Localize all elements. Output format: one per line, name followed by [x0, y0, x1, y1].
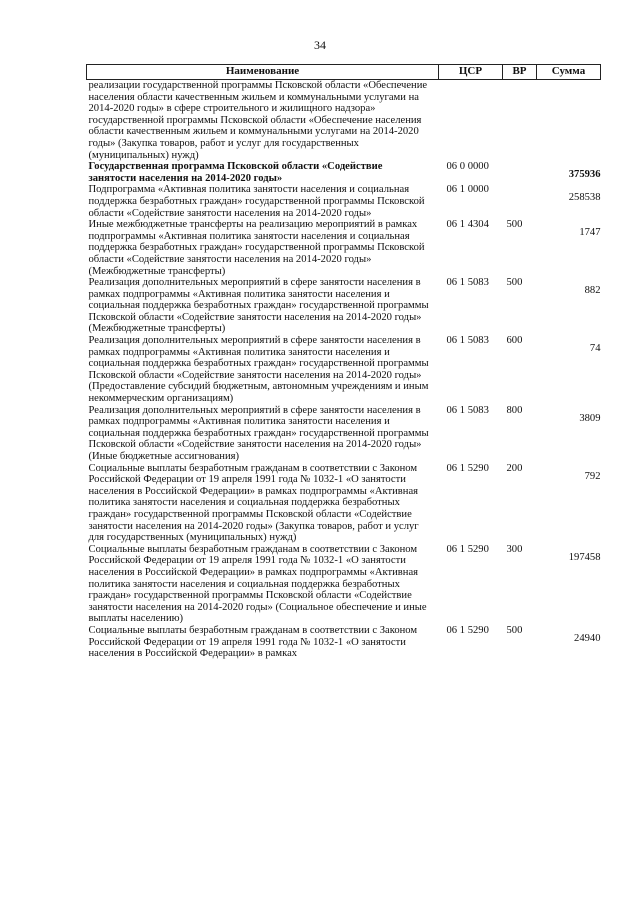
- page-number: 34: [314, 38, 326, 52]
- row-csr: 06 1 0000: [446, 184, 489, 196]
- table-row: [87, 277, 601, 335]
- row-name: Государственная программа Псковской области «Содействие занятости населения на 2014-2020 годы»: [88, 161, 383, 184]
- row-vr: [503, 80, 537, 162]
- row-csr: 06 1 5083: [446, 404, 489, 416]
- row-csr: [439, 80, 503, 162]
- row-csr: 06 1 5290: [446, 624, 489, 636]
- row-sum: 792: [584, 470, 601, 482]
- row-name: Иные межбюджетные трансферты на реализацию мероприятий в рамках подпрограммы «Активная политика занятости населения и социальная поддержка безработных граждан» государственной программы Псковской области «Содействие занятости населения на 2014-2020 годы» (Межбюджетные трансферты): [88, 219, 425, 277]
- row-sum: 258538: [568, 192, 601, 204]
- row-vr: 600: [506, 335, 523, 347]
- row-sum: 1747: [579, 227, 601, 239]
- row-sum: 882: [584, 285, 601, 297]
- table-row: [87, 80, 601, 162]
- row-sum: 3809: [579, 412, 601, 424]
- row-name: Реализация дополнительных мероприятий в сфере занятости населения в рамках подпрограммы «Активная политика занятости населения и социальная поддержка безработных граждан» государственной программы Псковской области «Содействие занятости населения на 2014-2020 годы» (Межбюджетные трансферты): [88, 277, 429, 335]
- row-vr: 300: [506, 543, 523, 555]
- table-row: [87, 625, 601, 660]
- row-csr: 06 1 5290: [446, 462, 489, 474]
- row-name: Социальные выплаты безработным гражданам в соответствии с Законом Российской Федерации от 19 апреля 1991 года № 1032-1 «О занятости населения в Российской Федерации» в рамках: [88, 624, 418, 660]
- row-sum: 74: [589, 343, 601, 355]
- row-csr: 06 1 4304: [446, 219, 489, 231]
- table-row: [87, 463, 601, 544]
- row-csr: 06 1 5083: [446, 335, 489, 347]
- budget-table: [86, 64, 601, 660]
- row-name: Реализация дополнительных мероприятий в сфере занятости населения в рамках подпрограммы «Активная политика занятости населения и социальная поддержка безработных граждан» государственной программы Псковской области «Содействие занятости населения на 2014-2020 годы» (Иные бюджетные ассигнования): [88, 404, 429, 462]
- row-sum: 197458: [568, 551, 601, 563]
- row-vr: 500: [506, 219, 523, 231]
- header-csr: ЦСР: [439, 65, 503, 80]
- row-vr: [503, 161, 537, 184]
- table-row: [87, 335, 601, 405]
- table-row: [87, 219, 601, 277]
- row-vr: 200: [506, 462, 523, 474]
- row-sum: 375936: [568, 169, 601, 181]
- row-sum: 24940: [574, 632, 601, 644]
- row-name: реализации государственной программы Псковской области «Обеспечение населения области качественным жильем и коммунальными услугами на 2014-2020 годы» в сфере строительного и жилищного надзора» государственной программы Псковской области «Обеспечение населения области качественным жильем и коммунальными услугами на 2014-2020 годы» (Закупка товаров, работ и услуг для государственных (муниципальных) нужд): [88, 80, 428, 161]
- row-vr: [503, 184, 537, 219]
- row-csr: 06 0 0000: [446, 161, 489, 173]
- row-csr: 06 1 5083: [446, 277, 489, 289]
- row-vr: 500: [506, 624, 523, 636]
- header-sum: Сумма: [537, 65, 601, 80]
- table-row: [87, 184, 601, 219]
- row-name: Реализация дополнительных мероприятий в сфере занятости населения в рамках подпрограммы «Активная политика занятости населения и социальная поддержка безработных граждан» государственной программы Псковской области «Содействие занятости населения на 2014-2020 годы» (Предоставление субсидий бюджетным, автономным учреждениям и иным некоммерческим организациям): [88, 335, 429, 405]
- table-row: [87, 544, 601, 625]
- table-row: [87, 161, 601, 184]
- row-sum: [537, 80, 601, 162]
- row-name: Социальные выплаты безработным гражданам в соответствии с Законом Российской Федерации от 19 апреля 1991 года № 1032-1 «О занятости населения в Российской Федерации» в рамках подпрограммы «Активная политика занятости населения и социальная поддержка безработных граждан» государственной программы Псковской области «Содействие занятости населения на 2014-2020 годы» (Закупка товаров, работ и услуг для государственных (муниципальных) нужд): [88, 462, 419, 544]
- row-name: Подпрограмма «Активная политика занятости населения и социальная поддержка безработных граждан» государственной программы Псковской области «Содействие занятости населения на 2014-2020 годы»: [88, 184, 425, 219]
- table-header-row: [87, 65, 601, 80]
- row-name: Социальные выплаты безработным гражданам в соответствии с Законом Российской Федерации от 19 апреля 1991 года № 1032-1 «О занятости населения в Российской Федерации» в рамках подпрограммы «Активная политика занятости населения и социальная поддержка безработных граждан» государственной программы Псковской области «Содействие занятости населения на 2014-2020 годы» (Социальное обеспечение и иные выплаты населению): [88, 543, 427, 625]
- row-csr: 06 1 5290: [446, 543, 489, 555]
- table-row: [87, 405, 601, 463]
- header-vr: ВР: [503, 65, 537, 80]
- header-name: Наименование: [87, 65, 439, 80]
- row-vr: 500: [506, 277, 523, 289]
- row-vr: 800: [506, 404, 523, 416]
